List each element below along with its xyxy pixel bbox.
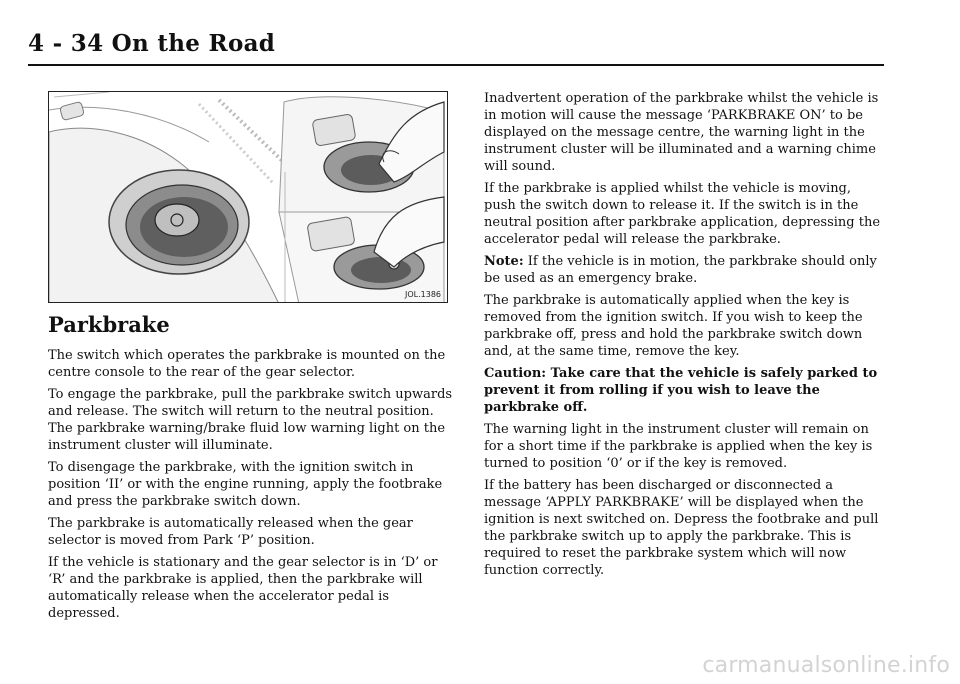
paragraph: The parkbrake warning/brake fluid low warning light on the instrument cluster will illuminate. — [48, 421, 446, 453]
left-column — [48, 312, 453, 627]
paragraph: If the vehicle is stationary and the gear selector is in ‘D’ or ‘R’ and the parkbrake is applied, then the parkbrake will automatically release when the accelerator pedal is depressed. — [48, 555, 438, 621]
note-label: Note: — [484, 254, 524, 269]
note-text: If the vehicle is in motion, the parkbrake should only be used as an emergency brake. — [484, 254, 877, 286]
paragraph: If the battery has been discharged or disconnected a message ‘APPLY PARKBRAKE’ will be displayed when the ignition is next switched on. Depress the footbrake and pull the parkbrake switch up to apply the parkbrake. This is required to reset the parkbrake system which will now function correctly. — [484, 478, 879, 578]
paragraph: To disengage the parkbrake, with the ignition switch in position ‘II’ or with the engine running, apply the footbrake and press the parkbrake switch down. — [48, 460, 443, 509]
paragraph: Inadvertent operation of the parkbrake whilst the vehicle is in motion will cause the message ‘PARKBRAKE ON’ to be displayed on the message centre, the warning light in the instrument cluster will be illuminated and a warning chime will sound. — [484, 91, 879, 174]
paragraph: To engage the parkbrake, pull the parkbrake switch upwards and release. The switch will return to the neutral position. — [48, 387, 453, 419]
paragraph: If the parkbrake is applied whilst the vehicle is moving, push the switch down to release it. If the switch is in the neutral position after parkbrake application, depressing the accelerator pedal will release the parkbrake. — [484, 181, 881, 247]
section-title-parkbrake: Parkbrake — [48, 312, 170, 337]
watermark-text: carmanualsonline.info — [702, 653, 950, 678]
paragraph: The parkbrake is automatically released when the gear selector is moved from Park ‘P’ position. — [48, 516, 413, 548]
paragraph: The warning light in the instrument cluster will remain on for a short time if the parkbrake is applied when the key is turned to position ‘0’ or if the key is removed. — [484, 422, 873, 471]
parkbrake-drawing — [49, 92, 448, 303]
note-paragraph — [484, 253, 884, 287]
paragraph: The parkbrake is automatically applied when the key is removed from the ignition switch. If you wish to keep the parkbrake off, press and hold the parkbrake switch down and, at the same time, remove the key. — [484, 293, 863, 359]
caution-paragraph: Caution: Take care that the vehicle is safely parked to prevent it from rolling if you wish to leave the parkbrake off. — [484, 366, 878, 415]
figure-code: JOL.1386 — [404, 290, 441, 299]
parkbrake-illustration — [48, 91, 448, 303]
paragraph: The switch which operates the parkbrake is mounted on the centre console to the rear of the gear selector. — [48, 348, 446, 380]
header-rule — [28, 64, 884, 66]
page-header: 4 - 34 On the Road — [28, 30, 276, 57]
right-column — [484, 90, 884, 584]
